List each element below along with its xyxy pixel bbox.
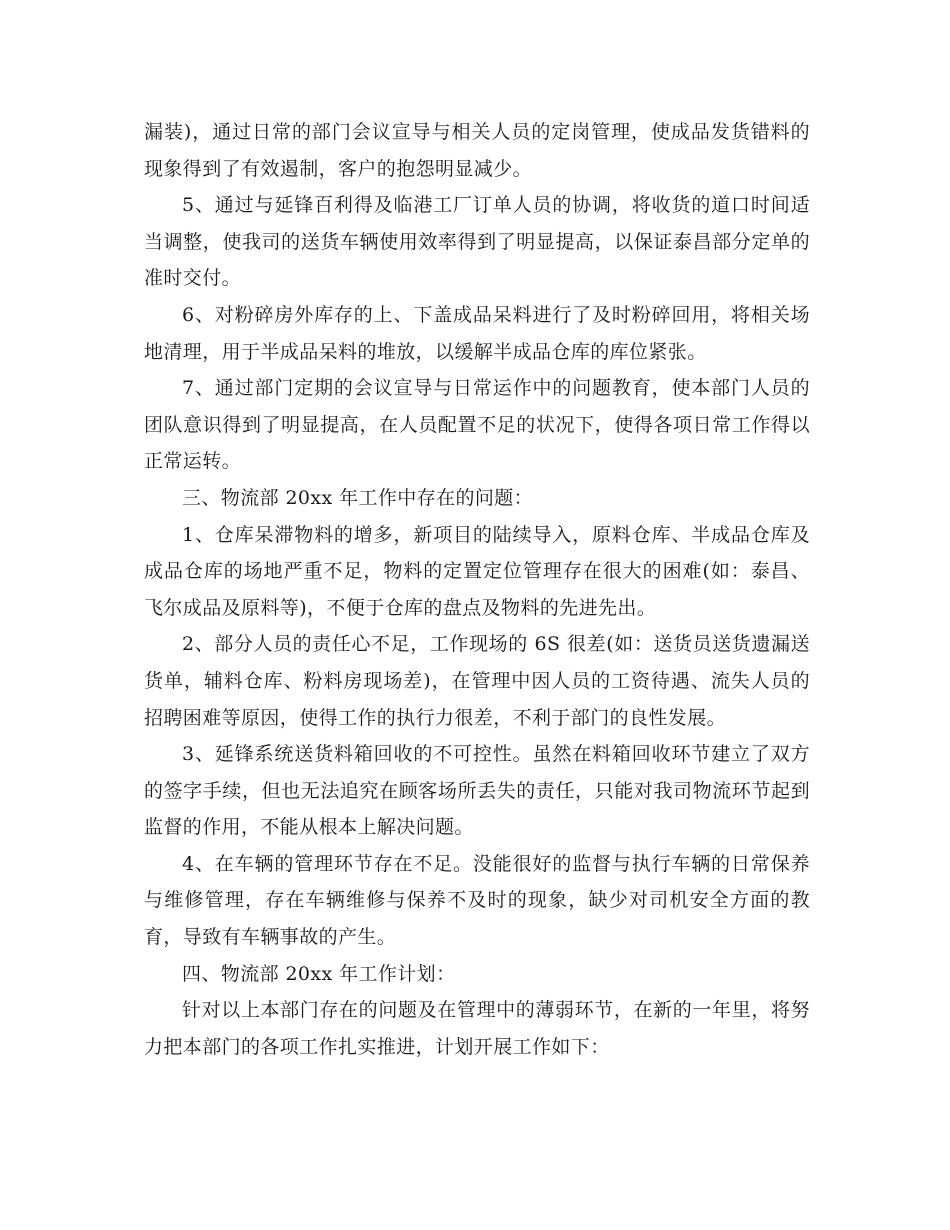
paragraph-plan-intro: 针对以上本部门存在的问题及在管理中的薄弱环节，在新的一年里，将努力把本部门的各项工作扎实推进，计划开展工作如下：	[144, 999, 810, 1058]
document-body	[144, 114, 810, 1065]
section-heading-plan: 四、物流部 20xx 年工作计划：	[182, 962, 456, 985]
paragraph-item-6: 6、对粉碎房外库存的上、下盖成品呆料进行了及时粉碎回用，将相关场地清理，用于半成品呆料的堆放，以缓解半成品仓库的库位紧张。	[144, 303, 810, 363]
paragraph-problem-4: 4、在车辆的管理环节存在不足。没能很好的监督与执行车辆的日常保养与维修管理，存在车辆维修与保养不及时的现象，缺少对司机安全方面的教育，导致有车辆事故的产生。	[144, 852, 810, 949]
paragraph-problem-1: 1、仓库呆滞物料的增多，新项目的陆续导入，原料仓库、半成品仓库及成品仓库的场地严重不足，物料的定置定位管理存在很大的困难(如：泰昌、飞尔成品及原料等)，不便于仓库的盘点及物料的先进先出。	[144, 523, 810, 619]
paragraph-item-7: 7、通过部门定期的会议宣导与日常运作中的问题教育，使本部门人员的团队意识得到了明显提高，在人员配置不足的状况下，使得各项日常工作得以正常运转。	[144, 377, 810, 473]
section-heading-problems: 三、物流部 20xx 年工作中存在的问题：	[182, 486, 534, 509]
paragraph-item-5: 5、通过与延锋百利得及临港工厂订单人员的协调，将收货的道口时间适当调整，使我司的送货车辆使用效率得到了明显提高，以保证泰昌部分定单的准时交付。	[144, 194, 810, 290]
paragraph-problem-3: 3、延锋系统送货料箱回收的不可控性。虽然在料箱回收环节建立了双方的签字手续，但也无法追究在顾客场所丢失的责任，只能对我司物流环节起到监督的作用，不能从根本上解决问题。	[144, 743, 810, 839]
paragraph-continuation: 漏装)，通过日常的部门会议宣导与相关人员的定岗管理，使成品发货错料的现象得到了有效遏制，客户的抱怨明显减少。	[144, 121, 810, 180]
paragraph-problem-2: 2、部分人员的责任心不足，工作现场的 6S 很差(如：送货员送货遗漏送货单，辅料仓库、粉料房现场差)，在管理中因人员的工资待遇、流失人员的招聘困难等原因，使得工作的执行力很差，不利于部门的良性发展。	[144, 633, 810, 729]
